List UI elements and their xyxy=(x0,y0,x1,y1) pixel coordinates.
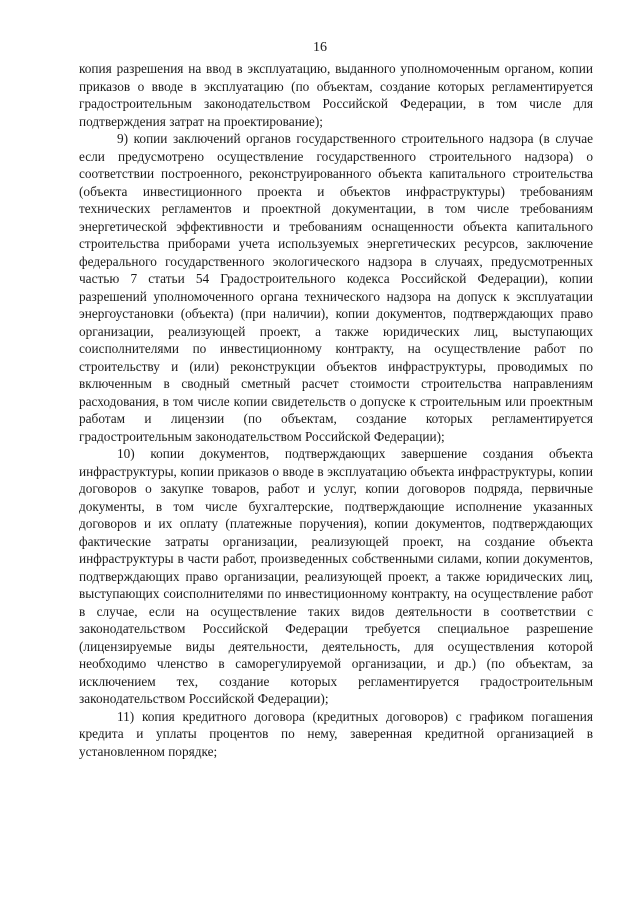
paragraph-continuation: копия разрешения на ввод в эксплуатацию, выданного уполномоченным органом, копии приказов о вводе в эксплуатацию (по объектам, создание которых регламентируется градостроительным законодательством Российской Федерации, в том числе для подтверждения затрат на проектирование); xyxy=(79,61,593,129)
paragraph-item-9: 9) копии заключений органов государственного строительного надзора (в случае если предусмотрено осуществление государственного строительного надзора) о соответствии построенного, реконструированного объекта капитального строительства (объекта инвестиционного проекта и объектов инфраструктуры) требованиям технических регламентов и проектной документации, в том числе требованиям энергетической эффективности и требованиям оснащенности объекта капитального строительства приборами учета используемых энергетических ресурсов, заключение федерального государственного экологического надзора в случаях, предусмотренных частью 7 статьи 54 Градостроительного кодекса Российской Федерации), копии разрешений уполномоченного органа технического надзора на допуск к эксплуатации энергоустановки (объекта) (при наличии), копии документов, подтверждающих право организации, реализующей проект, а также юридических лиц, выступающих соисполнителями по инвестиционному контракту, на осуществление работ по строительству и (или) реконструкции объектов инфраструктуры, проводимых по включенным в сводный сметный расчет стоимости строительства направлениям расходования, в том числе копии свидетельств о допуске к строительным или проектным работам и лицензии (по объектам, создание которых регламентируется градостроительным законодательством Российской Федерации); xyxy=(79,131,593,444)
page-body xyxy=(79,60,593,760)
paragraph-item-11: 11) копия кредитного договора (кредитных договоров) с графиком погашения кредита и уплаты процентов по нему, заверенная кредитной организацией в установленном порядке; xyxy=(79,708,593,759)
paragraph-item-10: 10) копии документов, подтверждающих завершение создания объекта инфраструктуры, копии приказов о вводе в эксплуатацию объекта инфраструктуры, копии договоров о закупке товаров, работ и услуг, копии договоров подряда, первичные документы, в том числе бухгалтерские, подтверждающие исполнение указанных договоров и их оплату (платежные поручения), копии документов, подтверждающих фактические затраты организации, реализующей проект, на создание объекта инфраструктуры в части работ, произведенных собственными силами, копии документов, подтверждающих право организации, реализующей проект, а также юридических лиц, выступающих соисполнителями по инвестиционному контракту, на осуществление работ в случае, если на осуществление таких видов деятельности в соответствии с законодательством Российской Федерации требуется специальное разрешение (лицензируемые виды деятельности, деятельность, для осуществления которой необходимо членство в саморегулируемой организации, и др.) (по объектам, за исключением тех, создание которых регламентируется градостроительным законодательством Российской Федерации); xyxy=(79,446,593,706)
page-number: 16 xyxy=(313,40,327,55)
